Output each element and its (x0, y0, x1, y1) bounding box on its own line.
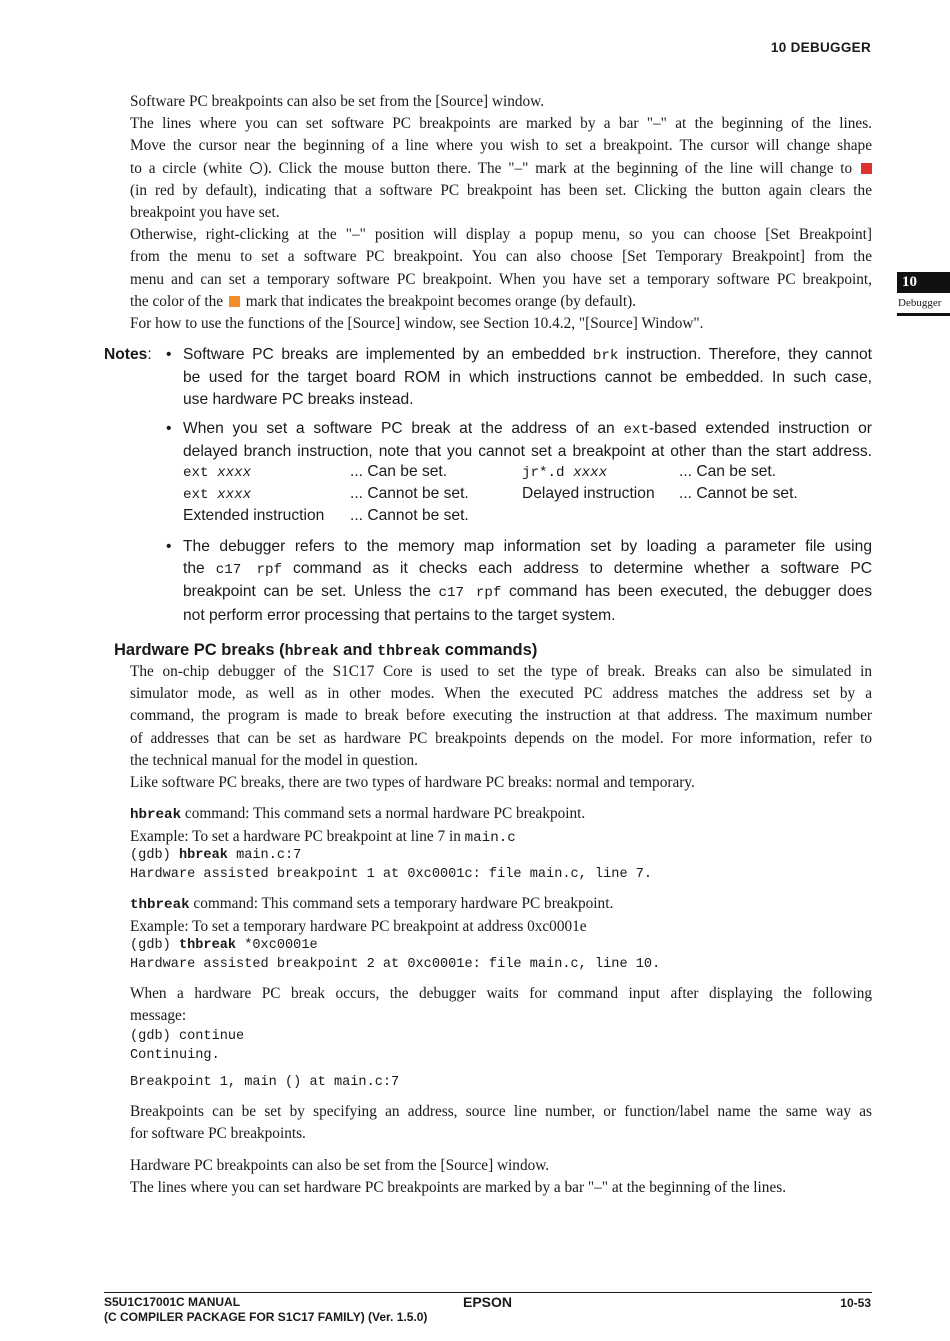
note-line: The debugger refers to the memory map information set by loading a parameter file using (183, 538, 872, 555)
inline-code: jr*.d (522, 465, 574, 481)
inline-code: c17 rpf (215, 562, 283, 579)
hw-line: of addresses that can be set as hardware PC breakpoints depends on the model. For more information, refer to (130, 729, 872, 747)
intro-line: from the menu to set a software PC breakpoint. You can also choose [Set Temporary Breakpoint] from the (130, 248, 872, 266)
footer-brand: EPSON (463, 1294, 513, 1310)
instruction-cell: Delayed instruction (522, 485, 655, 502)
code-line: (gdb) continue (130, 1029, 245, 1044)
intro-section (130, 91, 872, 335)
intro-line (130, 158, 872, 180)
note-line (183, 418, 872, 441)
note-text: Software PC breaks are implemented by an embedded (183, 346, 593, 363)
occurs-paragraph (130, 983, 872, 1027)
command-name: thbreak (130, 897, 190, 913)
note-text: the (183, 560, 216, 578)
intro-line: breakpoint you have set. (130, 204, 280, 222)
chapter-tab (897, 272, 950, 316)
note-text: command has been executed, the debugger does (501, 583, 872, 601)
instruction-cell: ... Can be set. (350, 463, 448, 480)
thbreak-line (130, 893, 872, 916)
address-line: Breakpoints can be set by specifying an address, source line number, or function/label name the same way as (130, 1103, 872, 1120)
note-line (183, 344, 872, 367)
code-arg: *0xc0001e (236, 938, 318, 953)
inline-code-var: xxxx (573, 465, 608, 481)
command-desc: command: This command sets a temporary hardware PC breakpoint. (189, 895, 614, 912)
command-desc: command: This command sets a normal hardware PC breakpoint. (181, 805, 586, 822)
footer-manual-name: S5U1C17001C MANUAL (104, 1295, 241, 1309)
inline-code: ext (623, 422, 649, 438)
hw-line: simulator mode, as well as in other modes. When the executed PC address matches the address set by a (130, 685, 872, 703)
intro-line: The lines where you can set software PC breakpoints are marked by a bar "–" at the beginning of the lines. (130, 115, 872, 133)
source-line: The lines where you can set hardware PC breakpoints are marked by a bar "–" at the beginning of the lines. (130, 1179, 787, 1197)
instruction-cell (522, 461, 607, 484)
occurs-line: message: (130, 1007, 187, 1025)
hbreak-example (130, 826, 872, 849)
code-block (130, 1028, 244, 1065)
intro-line: Otherwise, right-clicking at the "–" position will display a popup menu, so you can choose [Set Breakpoint] (130, 226, 872, 244)
section-heading (114, 639, 537, 663)
instruction-cell: ... Cannot be set. (350, 485, 469, 502)
code-line: Hardware assisted breakpoint 2 at 0xc0001e: file main.c, line 10. (130, 956, 661, 972)
hw-line: the technical manual for the model in question. (130, 751, 419, 769)
hw-paragraph (130, 661, 872, 794)
chapter-tab-label: Debugger (898, 297, 942, 309)
inline-code-var: xxxx (217, 487, 252, 503)
inline-code: brk (592, 348, 619, 364)
code-block (130, 847, 652, 884)
source-line: Hardware PC breakpoints can also be set from the [Source] window. (130, 1157, 550, 1174)
heading-text: Hardware PC breaks ( (114, 641, 285, 659)
instruction-cell: Extended instruction (183, 507, 325, 524)
note-line: delayed branch instruction, note that you cannot set a breakpoint at other than the start address. (183, 443, 872, 461)
bullet-icon: • (166, 538, 172, 555)
note-3 (183, 536, 872, 627)
hw-line: command, the program is made to break before executing the instruction at that address. The maximum number (130, 707, 872, 725)
command-name: hbreak (130, 807, 182, 823)
notes-label (104, 344, 152, 366)
code-command: thbreak (178, 938, 237, 953)
occurs-line: When a hardware PC break occurs, the debugger waits for command input after displaying the following (130, 985, 872, 1002)
hbreak-description (130, 803, 872, 849)
code-line: Breakpoint 1, main () at main.c:7 (130, 1075, 400, 1090)
example-text: Example: To set a hardware PC breakpoint at line 7 in (130, 828, 465, 846)
inline-code: c17 rpf (438, 585, 502, 602)
chapter-tab-number: 10 (897, 272, 950, 293)
code-command: hbreak (178, 848, 228, 863)
code-line (130, 847, 652, 866)
note-line: not perform error processing that pertains to the target system. (183, 606, 616, 624)
inline-code: main.c (464, 830, 516, 847)
intro-line: Software PC breakpoints can also be set from the [Source] window. (130, 93, 545, 110)
page-number: 10-53 (840, 1296, 871, 1310)
instruction-cell (183, 483, 251, 506)
intro-text: ). Click the mouse button there. The "–" mark at the beginning of the line will change to (262, 159, 853, 177)
notes-colon: : (147, 346, 152, 363)
thbreak-description (130, 893, 872, 938)
instruction-cell: ... Can be set. (679, 463, 777, 480)
note-1 (183, 344, 872, 412)
note-2 (183, 418, 872, 463)
intro-line (130, 291, 872, 313)
footer-divider (104, 1292, 872, 1293)
note-line: be used for the target board ROM in which instructions cannot be embedded. In such case, (183, 369, 872, 387)
instruction-table (183, 461, 872, 529)
chapter-tab-rule (897, 313, 950, 316)
code-arg: main.c:7 (227, 848, 302, 863)
code-block (130, 937, 660, 974)
thbreak-example: Example: To set a temporary hardware PC breakpoint at address 0xc0001e (130, 918, 587, 936)
heading-code: thbreak (377, 643, 441, 660)
inline-code: ext (183, 465, 218, 481)
code-block (130, 1074, 399, 1093)
intro-text: to a circle (white (130, 159, 249, 177)
heading-text: and (338, 641, 378, 659)
bullet-icon: • (166, 346, 172, 363)
note-text: When you set a software PC break at the address of an (183, 420, 624, 437)
inline-code: ext (183, 487, 218, 503)
note-text: command as it checks each address to determine whether a software PC (282, 560, 872, 578)
footer-manual-title (104, 1295, 427, 1324)
instruction-cell: ... Cannot be set. (350, 507, 469, 524)
footer-manual-subtitle: (C COMPILER PACKAGE FOR S1C17 FAMILY) (Ver. 1.5.0) (104, 1309, 428, 1324)
running-header: 10 DEBUGGER (770, 40, 871, 55)
note-line (183, 581, 872, 604)
intro-text: the color of the (130, 292, 224, 310)
note-text: breakpoint can be set. Unless the (183, 583, 439, 601)
hw-line: Like software PC breaks, there are two types of hardware PC breaks: normal and temporary. (130, 774, 695, 792)
heading-text: commands) (440, 641, 538, 659)
heading-code: hbreak (284, 643, 339, 660)
instruction-cell (183, 461, 251, 484)
source-window-paragraph (130, 1155, 872, 1199)
intro-text: mark that indicates the breakpoint becomes orange (by default). (245, 292, 637, 310)
white-circle-cursor-icon (250, 162, 262, 174)
red-breakpoint-marker-icon (861, 163, 872, 174)
address-paragraph (130, 1101, 872, 1145)
address-line: for software PC breakpoints. (130, 1125, 306, 1143)
code-line: Continuing. (130, 1047, 220, 1063)
code-prompt: (gdb) (130, 938, 179, 953)
notes-label-text: Notes (104, 346, 148, 363)
code-line: Hardware assisted breakpoint 1 at 0xc0001c: file main.c, line 7. (130, 866, 653, 882)
intro-line: (in red by default), indicating that a software PC breakpoint has been set. Clicking the button again clears the (130, 181, 872, 199)
inline-code-var: xxxx (217, 465, 252, 481)
instruction-cell: ... Cannot be set. (679, 485, 798, 502)
orange-breakpoint-marker-icon (229, 296, 240, 307)
intro-line: For how to use the functions of the [Source] window, see Section 10.4.2, "[Source] Window". (130, 315, 704, 333)
intro-line: menu and can set a temporary software PC breakpoint. When you have set a temporary software PC breakpoint, (130, 270, 872, 288)
intro-line: Move the cursor near the beginning of a line where you wish to set a breakpoint. The cursor will change shape (130, 137, 872, 155)
note-line (183, 558, 872, 581)
code-prompt: (gdb) (130, 848, 179, 863)
note-text: -based extended instruction or (648, 420, 873, 437)
code-line (130, 937, 660, 956)
note-line: use hardware PC breaks instead. (183, 391, 414, 409)
note-text: instruction. Therefore, they cannot (618, 346, 872, 363)
bullet-icon: • (166, 420, 172, 437)
hbreak-line (130, 803, 872, 826)
hw-line: The on-chip debugger of the S1C17 Core is used to set the type of break. Breaks can also be simulated in (130, 663, 872, 680)
